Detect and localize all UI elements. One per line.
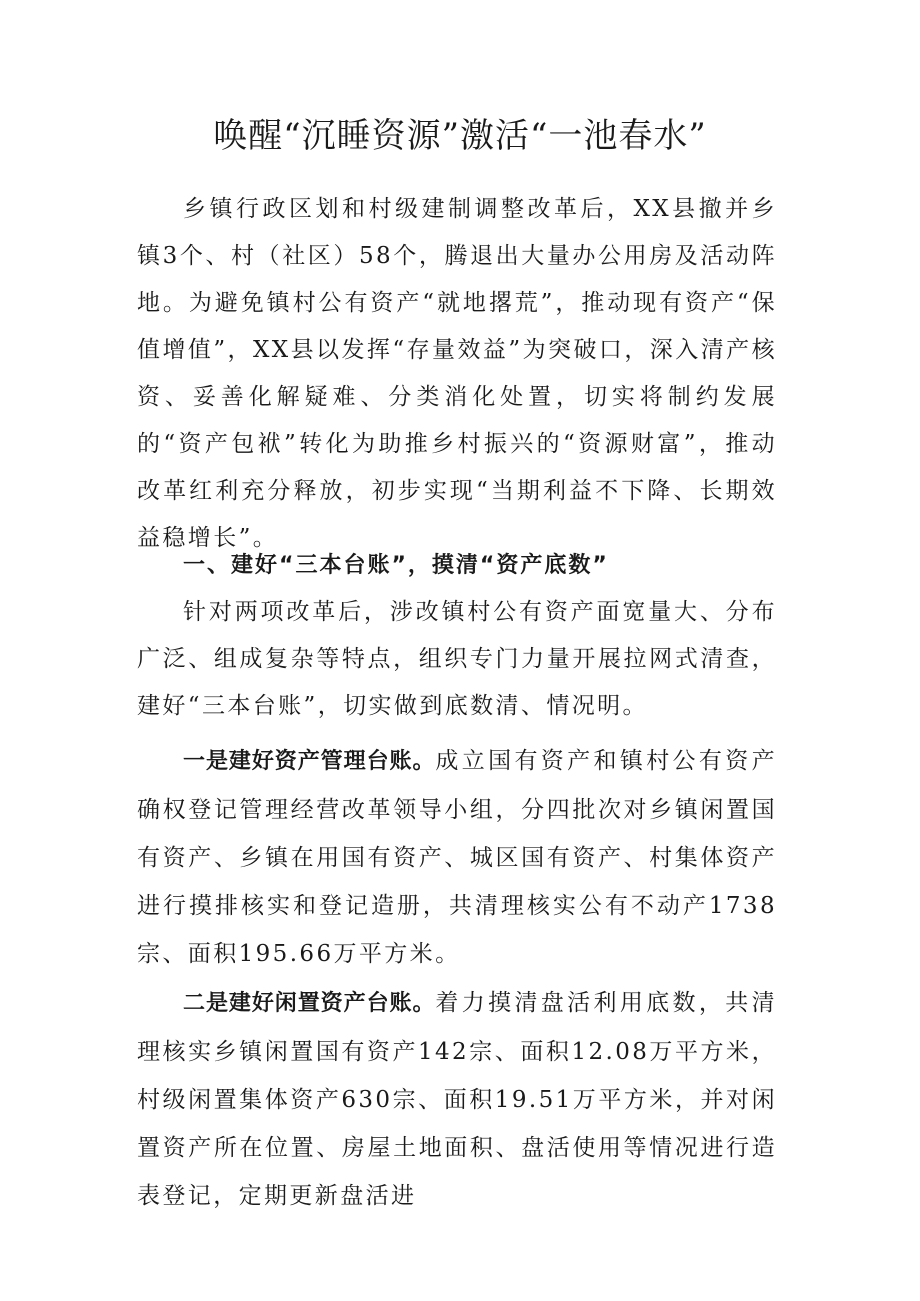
paragraph-intro: 乡镇行政区划和村级建制调整改革后，XX县撤并乡镇3个、村（社区）58个，腾退出大量办公用房及活动阵地。为避免镇村公有资产“就地撂荒”，推动现有资产“保值增值”，XX县以发挥“存量效益”为突破口，深入清产核资、妥善化解疑难、分类消化处置，切实将制约发展的“资产包袱”转化为助推乡村振兴的“资源财富”，推动改革红利充分释放，初步实现“当期利益不下降、长期效益稳增长”。	[137, 196, 777, 551]
paragraph-section-1-intro: 针对两项改革后，涉改镇村公有资产面宽量大、分布广泛、组成复杂等特点，组织专门力量开展拉网式清查，建好“三本台账”，切实做到底数清、情况明。	[137, 599, 777, 719]
paragraph-body-2: 着力摸清盘活利用底数，共清理核实乡镇闲置国有资产142宗、面积12.08万平方米，村级闲置集体资产630宗、面积19.51万平方米，并对闲置资产所在位置、房屋土地面积、盘活使用等情况进行造表登记，定期更新盘活进	[137, 990, 777, 1209]
paragraph-asset-ledger	[137, 737, 777, 978]
paragraph-idle-asset-ledger	[137, 979, 777, 1220]
paragraph-lead-1: 一是建好资产管理台账。	[183, 749, 436, 774]
paragraph-body-1: 成立国有资产和镇村公有资产确权登记管理经营改革领导小组，分四批次对乡镇闲置国有资产、乡镇在用国有资产、城区国有资产、村集体资产进行摸排核实和登记造册，共清理核实公有不动产1738宗、面积195.66万平方米。	[137, 748, 777, 967]
paragraph-lead-2: 二是建好闲置资产台账。	[183, 991, 436, 1016]
section-heading-1: 一、建好“三本台账”，摸清“资产底数”	[183, 553, 609, 578]
document-title: 唤醒“沉睡资源”激活“一池春水”	[213, 116, 707, 156]
